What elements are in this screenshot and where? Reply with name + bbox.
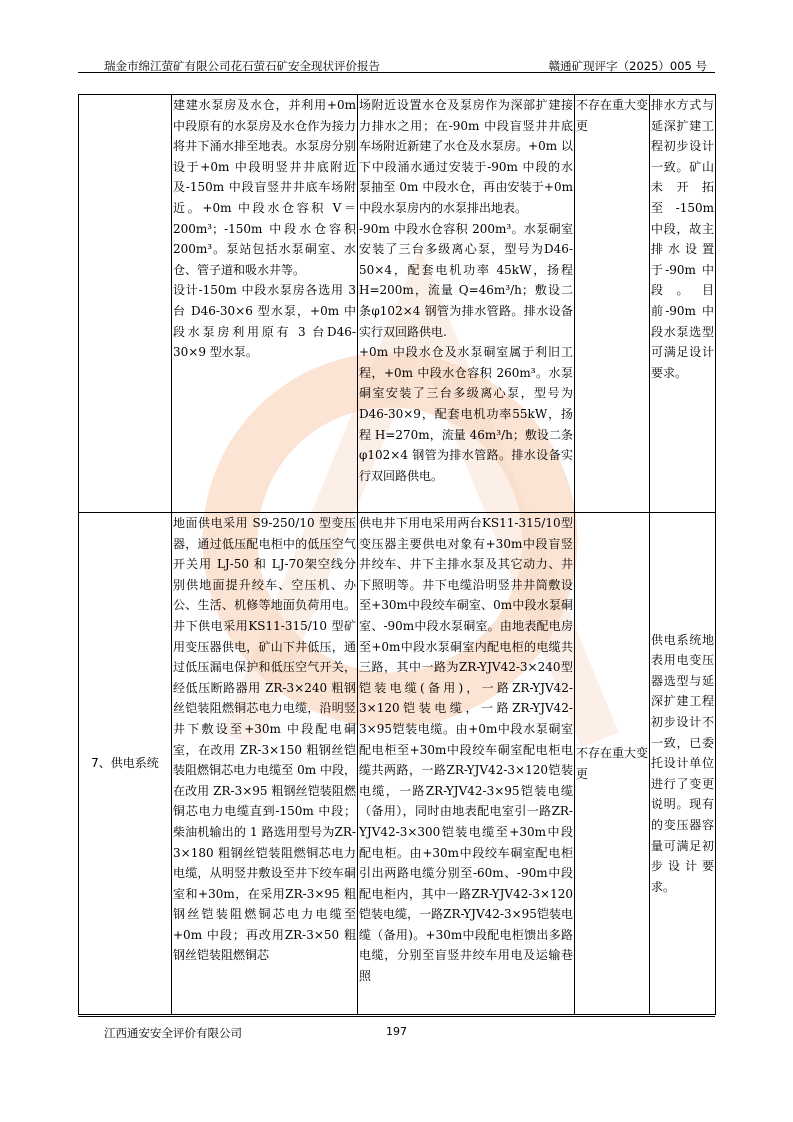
actual-cell [358, 513, 575, 1015]
design-paragraph: 地面供电采用 S9-250/10 型变压器，通过低压配电柜中的低压空气开关用 LJ-50 和 LJ-70架空线分别供地面提升绞车、空压机、办公、生活、机修等地面负荷用电。井下供电采用KS11-315/10 型矿用变压器供电，矿山下井低压，通过低压漏电保护和低压空气开关，经低压断路器用 ZR-3×240 粗钢丝铠装阻燃铜芯电力电缆，沿明竖井下敷设至+30m 中段配电硐室，在改用 ZR-3×150 粗钢丝铠装阻燃铜芯电力电缆至 0m 中段，在改用 ZR-3×95 粗钢丝铠装阻燃铜芯电力电缆直到-150m 中段；柴油机输出的 1 路选用型号为ZR-3×180 粗钢丝铠装阻燃铜芯电力电缆，从明竖井敷设至井下绞车硐室和+30m，在采用ZR-3×95 粗钢丝铠装阻燃铜芯电力电缆至+0m 中段；再改用ZR-3×50 粗钢丝铠装阻燃铜芯 [173, 516, 356, 963]
actual-paragraph: 场附近设置水仓及泵房作为深部扩建接力排水之用；在-90m 中段盲竖井井底车场附近新建了水仓及水泵房。+0m 以下中段涌水通过安装于-90m 中段的水泵抽至 0m 中段水仓，再由安装于+0m 中段水泵房内的水泵排出地表。 [359, 98, 573, 215]
actual-paragraph: -90m 中段水仓容积 200m³。水泵硐室安装了三台多级离心泵，型号为D46-50×4，配套电机功率 45kW，扬程 H=200m，流量 Q=46m³/h；敷设二条φ102×4 钢管为排水管路。排水设备实行双回路供电. [359, 221, 573, 339]
report-title: 瑞金市绵江萤矿有限公司花石萤石矿安全现状评价报告 [104, 59, 380, 73]
actual-paragraph: 供电井下用电采用两台KS11-315/10型变压器主要供电对象有+30m中段盲竖井绞车、井下主排水泵及其它动力、井下照明等。井下电缆沿明竖井井筒敷设至+30m中段绞车硐室、0m中段水泵硐室、-90m中段水泵硐室。由地表配电房至+0m中段水泵硐室内配电柜的电缆共三路，其中一路为ZR-YJV42-3×240型铠装电缆(备用)，一路ZR-YJV42-3×120铠装电缆，一路ZR-YJV42-3×95铠装电缆。由+0m中段水泵硐室配电柜至+30m中段绞车硐室配电柜电缆共两路，一路ZR-YJV42-3×120铠装电缆，一路ZR-YJV42-3×95铠装电缆（备用），同时由地表配电室引一路ZR-YJV42-3×300铠装电缆至+30m中段配电柜。由+30m中段绞车硐室配电柜引出两路电缆分别至-60m、-90m中段配电柜内，其中一路ZR-YJV42-3×120铠装电缆，一路ZR-YJV42-3×95铠装电缆（备用)。+30m中段配电柜馈出多路电缆，分别至盲竖井绞车用电及运输巷照 [359, 516, 573, 984]
comparison-table [78, 94, 716, 1015]
design-paragraph: 建建水泵房及水仓，并利用+0m 中段原有的水泵房及水仓作为接力将井下涌水排至地表。水泵房分别设于+0m 中段明竖井井底附近及-150m 中段盲竖井井底车场附近。+0m 中段水仓容积 V＝200m³；-150m 中段水仓容积 200m³。泵站包括水泵硐室、水仓、管子道和吸水井等。 [173, 98, 356, 277]
design-paragraph: 设计-150m 中段水泵房各选用 3 台 D46-30×6 型水泵，+0m 中段水泵房利用原有 3 台D46-30×9 型水泵。 [173, 283, 356, 360]
conclusion-cell: 排水方式与延深扩建工程初步设计一致。矿山未开拓至-150m 中段，故主排水设置于-90m 中段。目前-90m 中段水泵选型可满足设计要求。 [650, 95, 716, 513]
page-footer [78, 1016, 715, 1040]
report-number: 赣通矿现评字（2025）005 号 [548, 59, 707, 73]
change-result-cell: 不存在重大变更 [575, 513, 650, 1015]
conclusion-cell: 供电系统地表用电变压器选型与延深扩建工程初步设计不一致，已委托设计单位进行了变更说明。现有的变压器容量可满足初步设计要求。 [650, 513, 716, 1015]
actual-cell [358, 95, 575, 513]
design-cell [172, 513, 358, 1015]
table-row [79, 513, 716, 1015]
table-row [79, 95, 716, 513]
change-result-cell: 不存在重大变更 [575, 95, 650, 513]
header-divider [78, 72, 715, 73]
page-header [78, 54, 715, 74]
system-name-cell: 7、供电系统 [79, 513, 172, 1015]
actual-paragraph: +0m 中段水仓及水泵硐室属于利旧工程，+0m 中段水仓容积 260m³。水泵硐室安装了三台多级离心泵，型号为 D46-30×9，配套电机功率55kW，扬程 H=270m，流量 46m³/h；敷设二条φ102×4 钢管为排水管路。排水设备实行双回路供电。 [359, 345, 573, 483]
footer-company: 江西通安安全评价有限公司 [104, 1026, 242, 1040]
system-name-cell [79, 95, 172, 513]
page-number: 197 [386, 1025, 407, 1038]
design-cell [172, 95, 358, 513]
